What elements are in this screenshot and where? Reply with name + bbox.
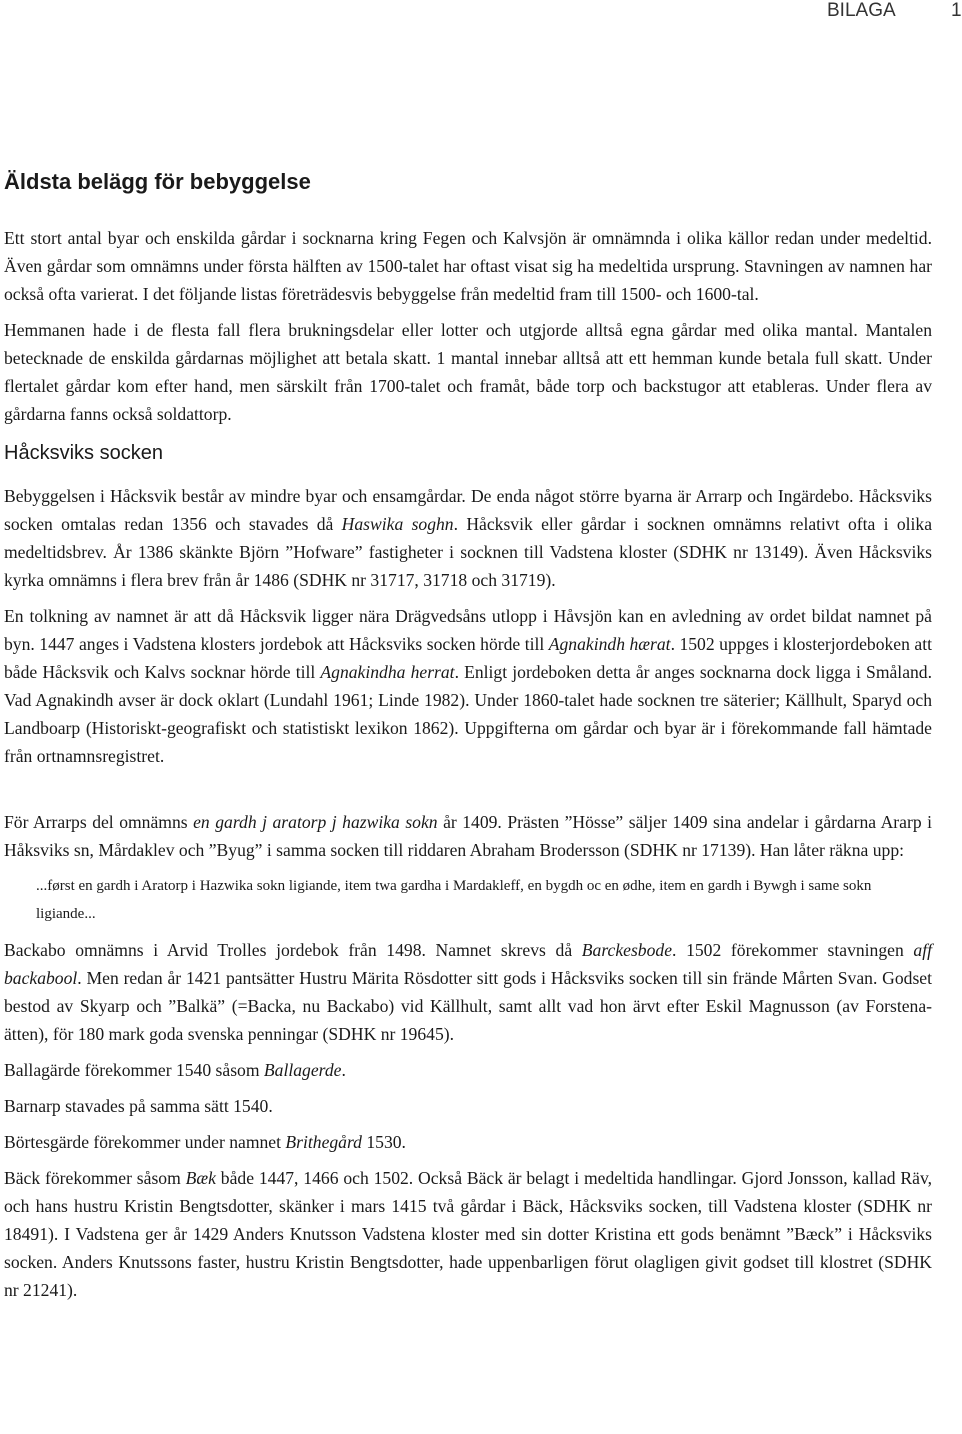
text-segment: Backabo omnämns i Arvid Trolles jordebok från 1498. Namnet skrevs då bbox=[4, 940, 582, 960]
entry-arrarp bbox=[4, 808, 932, 864]
entry-bortesgarde bbox=[4, 1128, 932, 1156]
text-segment: år 1409. Prästen ”Hösse” säljer 1409 sina andelar i gårdarna Ararp i Håksviks sn, Mårdaklev och ”Byug” i samma socken till riddaren Abraham Brodersson (SDHK nr 17139). Han låter räkna upp: bbox=[4, 812, 933, 860]
text-segment: Bäck förekommer såsom bbox=[4, 1168, 186, 1188]
intro-paragraph-2: Hemmanen hade i de flesta fall flera brukningsdelar eller lotter och utgjorde alltså egna gårdar med olika mantal. Mantalen betecknade de enskilda gårdarnas möjlighet att betala skatt. 1 mantal innebar alltså att ett hemman kunde betala full skatt. Under flertalet gårdar kom efter hand, men särskilt från 1700-talet och framåt, både torp och backstugor att etableras. Under flera av gårdarna fanns också soldattorp. bbox=[4, 320, 932, 424]
italic-term: Brithegård bbox=[285, 1132, 362, 1152]
text-segment: Börtesgärde förekommer under namnet bbox=[4, 1132, 286, 1152]
text-segment: Ballagärde förekommer 1540 såsom bbox=[4, 1060, 264, 1080]
text-segment: . 1502 förekommer stavningen bbox=[672, 940, 914, 960]
page-header bbox=[0, 0, 960, 24]
section-spacer bbox=[4, 778, 932, 808]
document-body bbox=[4, 166, 932, 1312]
entry-backabo bbox=[4, 936, 932, 1048]
text-segment: 1530. bbox=[361, 1132, 406, 1152]
text-segment: . bbox=[341, 1060, 346, 1080]
italic-term: Ballagerde bbox=[263, 1060, 342, 1080]
header-label: BILAGA bbox=[827, 0, 896, 21]
italic-term: Haswika soghn bbox=[341, 514, 454, 534]
text-segment: . Håcksvik eller gårdar i socknen omnämns relativt ofta i olika medeltidsbrev. År 1386 skänkte Björn ”Hofware” fastigheter i socknen till Vadstena kloster (SDHK nr 13149). Även Håcksviks kyrka omnämns i flera brev från år 1486 (SDHK nr 31717, 31718 och 31719). bbox=[4, 514, 933, 590]
entry-ballagarde bbox=[4, 1056, 932, 1084]
italic-term: en gardh j aratorp j hazwika sokn bbox=[193, 812, 438, 832]
entry-barnarp: Barnarp stavades på samma sätt 1540. bbox=[4, 1096, 273, 1116]
italic-term: Agnakindh hærat bbox=[548, 634, 671, 654]
section-heading: Håcksviks socken bbox=[4, 442, 163, 464]
italic-term: Bæk bbox=[185, 1168, 216, 1188]
text-segment: En tolkning av namnet är att då Håcksvik ligger nära Drägvedsåns utlopp i Håvsjön kan en avledning av ordet bildat namnet på byn. 1447 anges i Vadstena klosters jordebok att Håcksviks socken hörde till bbox=[4, 606, 932, 654]
italic-term: Barckesbode bbox=[581, 940, 673, 960]
text-segment: . Enligt jordeboken detta år anges socknarna dock ligga i Småland. Vad Agnakindh avser är dock oklart (Lundahl 1961; Linde 1982). Under 1860-talet hade socknen tre säterier; Källhult, Sparyd och Landboarp (Historiskt-geografiskt och statistiskt lexikon 1862). Uppgifterna om gårdar och byar är i förekommande fall hämtade från ortnamnsregistret. bbox=[4, 662, 932, 766]
italic-term: aff backabool bbox=[4, 940, 932, 988]
section-paragraph-2 bbox=[4, 602, 932, 770]
italic-term: Agnakindha herrat bbox=[320, 662, 455, 682]
text-segment: Bebyggelsen i Håcksvik består av mindre byar och ensamgårdar. De enda något större byarna är Arrarp och Ingärdebo. Håcksviks socken omtalas redan 1356 och stavades då bbox=[4, 486, 932, 534]
intro-paragraph-1: Ett stort antal byar och enskilda gårdar i socknarna kring Fegen och Kalvsjön är omnämnda i olika källor redan under medeltid. Även gårdar som omnämns under första hälften av 1500-talet har oftast visat sig ha medeltida ursprung. Stavningen av namnen har också ofta varierat. I det följande listas företrädesvis bebyggelse från medeltid fram till 1500- och 1600-tal. bbox=[4, 228, 932, 304]
section-paragraph-1 bbox=[4, 482, 932, 594]
document-title: Äldsta belägg för bebyggelse bbox=[4, 169, 311, 194]
text-segment: För Arrarps del omnämns bbox=[4, 812, 194, 832]
text-segment: . 1502 uppges i klosterjordeboken att både Håcksvik och Kalvs socknar hörde till bbox=[4, 634, 933, 682]
page-number: 1 bbox=[951, 0, 962, 21]
text-segment: . Men redan år 1421 pantsätter Hustru Märita Rösdotter sitt gods i Håcksviks socken till sin frände Mårten Svan. Godset bestod av Skyarp och ”Balkä” (=Backa, nu Backabo) vid Källhult, samt allt vad hon ärvt efter Eskil Magnusson (av Forstena-ätten), för 180 mark goda svenska penningar (SDHK nr 19645). bbox=[4, 968, 932, 1044]
block-quote: ...først en gardh i Aratorp i Hazwika sokn ligiande, item twa gardha i Mardakleff, en bygdh oc en ødhe, item en gardh i Bywgh i same sokn ligiande... bbox=[36, 878, 872, 922]
text-segment: både 1447, 1466 och 1502. Också Bäck är belagt i medeltida handlingar. Gjord Jonsson, kallad Räv, och hans hustru Kristin Bengtsdotter, skänker i mars 1415 två gårdar i Bäck, Håcksviks socken, till Vadstena kloster (SDHK nr 18491). I Vadstena ger år 1429 Anders Knutsson Vadstena kloster med sin dotter Kristina ett gods benämnt ”Bæck” i Håcksviks socken. Anders Knutssons faster, hustru Kristin Bengtsdotter, hade uppenbarligen förut olagligen givit godset till klostret (SDHK nr 21241). bbox=[4, 1168, 932, 1300]
entry-back bbox=[4, 1164, 932, 1304]
